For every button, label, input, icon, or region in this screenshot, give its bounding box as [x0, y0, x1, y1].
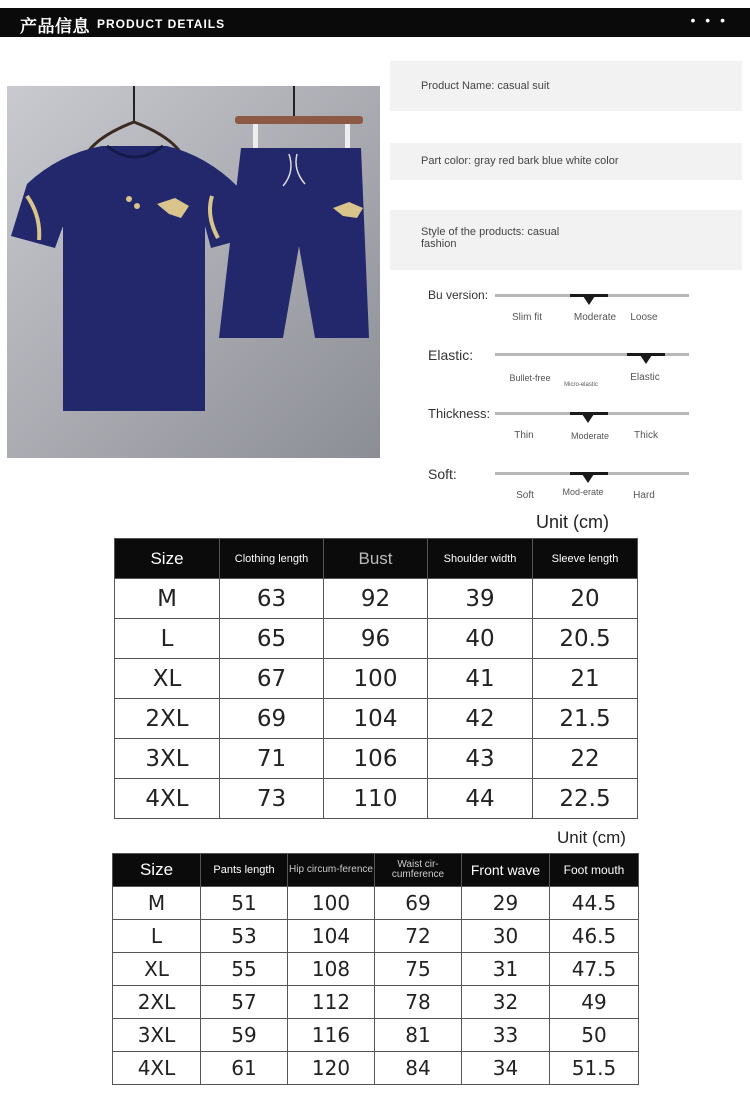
table-cell: 21 [533, 659, 638, 699]
table-cell: 32 [462, 986, 550, 1019]
pants-size-table [112, 853, 639, 1085]
table-cell: 22 [533, 739, 638, 779]
table-cell: L [115, 619, 220, 659]
table-cell: 34 [462, 1052, 550, 1085]
table-header-row [113, 854, 639, 887]
scale-label: Soft: [428, 466, 457, 482]
scale-marker-icon [583, 296, 595, 305]
table-cell: L [113, 920, 201, 953]
table-cell: 55 [201, 953, 288, 986]
table-row [113, 920, 639, 953]
scale-fit [420, 288, 700, 354]
table-cell: 57 [201, 986, 288, 1019]
scale-marker-icon [582, 414, 594, 423]
table-cell: 53 [201, 920, 288, 953]
table-row [115, 619, 638, 659]
column-header: Size [115, 539, 220, 579]
column-header: Hip circum-ference [288, 854, 375, 887]
table-cell: 59 [201, 1019, 288, 1052]
table-cell: 20.5 [533, 619, 638, 659]
table-cell: 39 [428, 579, 533, 619]
table-cell: 84 [375, 1052, 462, 1085]
scale-label: Thickness: [428, 406, 491, 421]
column-header: Size [113, 854, 201, 887]
scale-option: Micro-elastic [564, 382, 598, 388]
table-cell: 4XL [115, 779, 220, 819]
column-header: Sleeve length [533, 539, 638, 579]
more-dots-icon: • • • [690, 12, 728, 28]
table-row [113, 953, 639, 986]
part-color-box [390, 143, 742, 180]
top-table-unit: Unit (cm) [536, 512, 609, 532]
table-cell: 4XL [113, 1052, 201, 1085]
table-row [113, 986, 639, 1019]
table-cell: XL [113, 953, 201, 986]
table-cell: 44 [428, 779, 533, 819]
table-cell: 22.5 [533, 779, 638, 819]
table-cell: 75 [375, 953, 462, 986]
table-cell: 100 [324, 659, 428, 699]
table-cell: 110 [324, 779, 428, 819]
column-header: Clothing length [220, 539, 324, 579]
product-style: Style of the products: casual fashion [421, 226, 560, 250]
table-cell: 108 [288, 953, 375, 986]
scale-option: Thick [634, 430, 658, 441]
column-header: Bust [324, 539, 428, 579]
table-cell: 67 [220, 659, 324, 699]
table-header-row [115, 539, 638, 579]
table-cell: 100 [288, 887, 375, 920]
scale-elastic [420, 347, 700, 413]
scale-option: Bullet-free [509, 373, 551, 383]
table-cell: 42 [428, 699, 533, 739]
scale-label: Elastic: [428, 347, 474, 363]
table-cell: 21.5 [533, 699, 638, 739]
table-cell: 63 [220, 579, 324, 619]
table-cell: 51.5 [550, 1052, 639, 1085]
table-cell: 47.5 [550, 953, 639, 986]
table-cell: 41 [428, 659, 533, 699]
table-cell: 50 [550, 1019, 639, 1052]
header-title-cn: 产品信息 [20, 17, 90, 37]
table-cell: 31 [462, 953, 550, 986]
part-color: Part color: gray red bark blue white color [421, 155, 619, 167]
scale-option: Slim fit [512, 312, 542, 323]
scale-option: Hard [633, 490, 655, 501]
product-name: Product Name: casual suit [421, 80, 550, 92]
table-cell: 40 [428, 619, 533, 659]
table-cell: 2XL [113, 986, 201, 1019]
column-header: Shoulder width [428, 539, 533, 579]
product-photo [7, 86, 380, 458]
table-cell: 29 [462, 887, 550, 920]
table-cell: 46.5 [550, 920, 639, 953]
table-row [115, 779, 638, 819]
table-cell: 104 [324, 699, 428, 739]
table-row [115, 739, 638, 779]
table-cell: 30 [462, 920, 550, 953]
table-cell: 43 [428, 739, 533, 779]
table-cell: 2XL [115, 699, 220, 739]
table-cell: 96 [324, 619, 428, 659]
scale-option: Loose [630, 312, 658, 323]
column-header: Pants length [201, 854, 288, 887]
scale-option: Moderate [570, 431, 610, 441]
scale-marker-icon [640, 355, 652, 364]
table-row [113, 1052, 639, 1085]
table-row [113, 1019, 639, 1052]
table-cell: 81 [375, 1019, 462, 1052]
column-header: Foot mouth [550, 854, 639, 887]
section-header [0, 8, 750, 37]
table-cell: 120 [288, 1052, 375, 1085]
table-row [113, 887, 639, 920]
header-title-en: PRODUCT DETAILS [97, 17, 226, 31]
table-row [115, 699, 638, 739]
table-cell: 71 [220, 739, 324, 779]
scale-option: Mod-erate [562, 487, 604, 497]
table-cell: 92 [324, 579, 428, 619]
table-cell: 116 [288, 1019, 375, 1052]
table-cell: 44.5 [550, 887, 639, 920]
table-cell: 49 [550, 986, 639, 1019]
top-size-table [114, 538, 638, 819]
scale-label: Bu version: [428, 288, 489, 302]
product-style-box [390, 210, 742, 270]
table-cell: 69 [220, 699, 324, 739]
table-cell: 61 [201, 1052, 288, 1085]
table-cell: 78 [375, 986, 462, 1019]
table-cell: 106 [324, 739, 428, 779]
scale-option: Moderate [573, 312, 617, 323]
scale-thickness [420, 406, 700, 472]
table-cell: 104 [288, 920, 375, 953]
table-cell: 73 [220, 779, 324, 819]
table-row [115, 579, 638, 619]
table-cell: 65 [220, 619, 324, 659]
scale-option: Elastic [630, 372, 660, 383]
table-cell: 33 [462, 1019, 550, 1052]
table-cell: M [113, 887, 201, 920]
table-cell: 69 [375, 887, 462, 920]
table-cell: 72 [375, 920, 462, 953]
scale-option: Thin [514, 430, 534, 441]
table-cell: 3XL [113, 1019, 201, 1052]
table-cell: M [115, 579, 220, 619]
table-cell: 112 [288, 986, 375, 1019]
scale-marker-icon [582, 474, 594, 483]
column-header: Front wave [462, 854, 550, 887]
pants-table-unit: Unit (cm) [557, 828, 626, 847]
product-name-box [390, 61, 742, 111]
table-row [115, 659, 638, 699]
table-cell: 51 [201, 887, 288, 920]
column-header: Waist cir-cumference [375, 854, 462, 887]
table-cell: 20 [533, 579, 638, 619]
table-cell: 3XL [115, 739, 220, 779]
table-cell: XL [115, 659, 220, 699]
scale-option: Soft [516, 490, 534, 501]
